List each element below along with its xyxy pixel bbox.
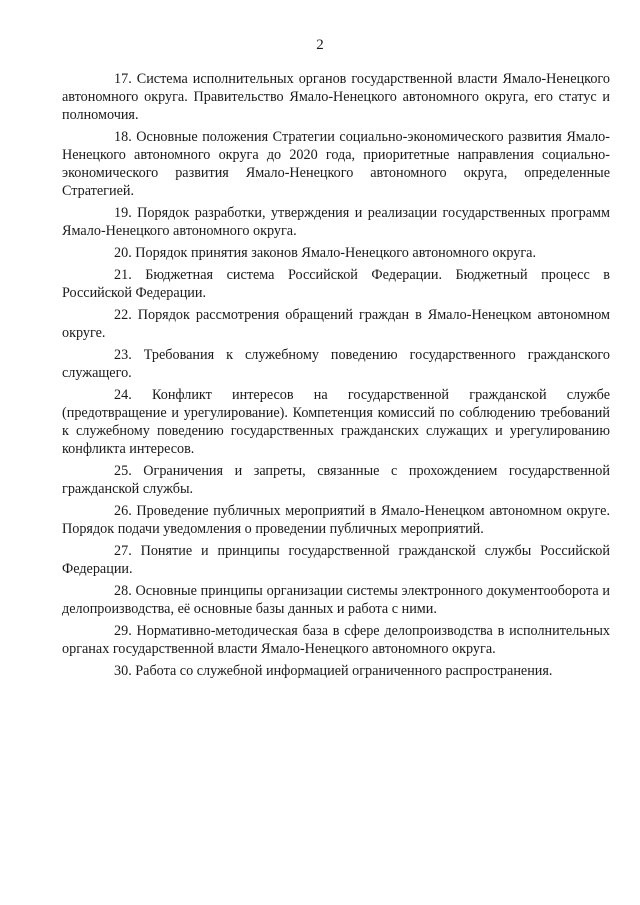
list-item: 25. Ограничения и запреты, связанные с прохождением государственной гражданской службы. <box>62 463 610 497</box>
page-number: 2 <box>316 37 324 53</box>
list-item: 20. Порядок принятия законов Ямало-Ненецкого автономного округа. <box>114 245 536 261</box>
list-item: 17. Система исполнительных органов государственной власти Ямало-Ненецкого автономного округа. Правительство Ямало-Ненецкого автономного округа, его статус и полномочия. <box>62 71 610 123</box>
list-item: 22. Порядок рассмотрения обращений граждан в Ямало-Ненецком автономном округе. <box>62 307 610 341</box>
list-item: 21. Бюджетная система Российской Федерации. Бюджетный процесс в Российской Федерации. <box>62 267 610 301</box>
list-item: 24. Конфликт интересов на государственной гражданской службе (предотвращение и урегулирование). Компетенция комиссий по соблюдению требований к служебному поведению государственных гражданских служащих и урегулированию конфликта интересов. <box>62 387 610 457</box>
list-item: 29. Нормативно-методическая база в сфере делопроизводства в исполнительных органах государственной власти Ямало-Ненецкого автономного округа. <box>62 623 610 657</box>
list-item: 18. Основные положения Стратегии социально-экономического развития Ямало-Ненецкого автономного округа до 2020 года, приоритетные направления социально-экономического развития Ямало-Ненецкого автономного округа, определенные Стратегией. <box>62 129 610 199</box>
question-list <box>62 70 610 684</box>
list-item: 28. Основные принципы организации системы электронного документооборота и делопроизводства, её основные базы данных и работа с ними. <box>62 583 610 617</box>
list-item: 26. Проведение публичных мероприятий в Ямало-Ненецком автономном округе. Порядок подачи уведомления о проведении публичных мероприятий. <box>62 503 610 537</box>
list-item: 19. Порядок разработки, утверждения и реализации государственных программ Ямало-Ненецкого автономного округа. <box>62 205 610 239</box>
list-item: 30. Работа со служебной информацией ограниченного распространения. <box>114 663 553 679</box>
list-item: 23. Требования к служебному поведению государственного гражданского служащего. <box>62 347 610 381</box>
list-item: 27. Понятие и принципы государственной гражданской службы Российской Федерации. <box>62 543 610 577</box>
